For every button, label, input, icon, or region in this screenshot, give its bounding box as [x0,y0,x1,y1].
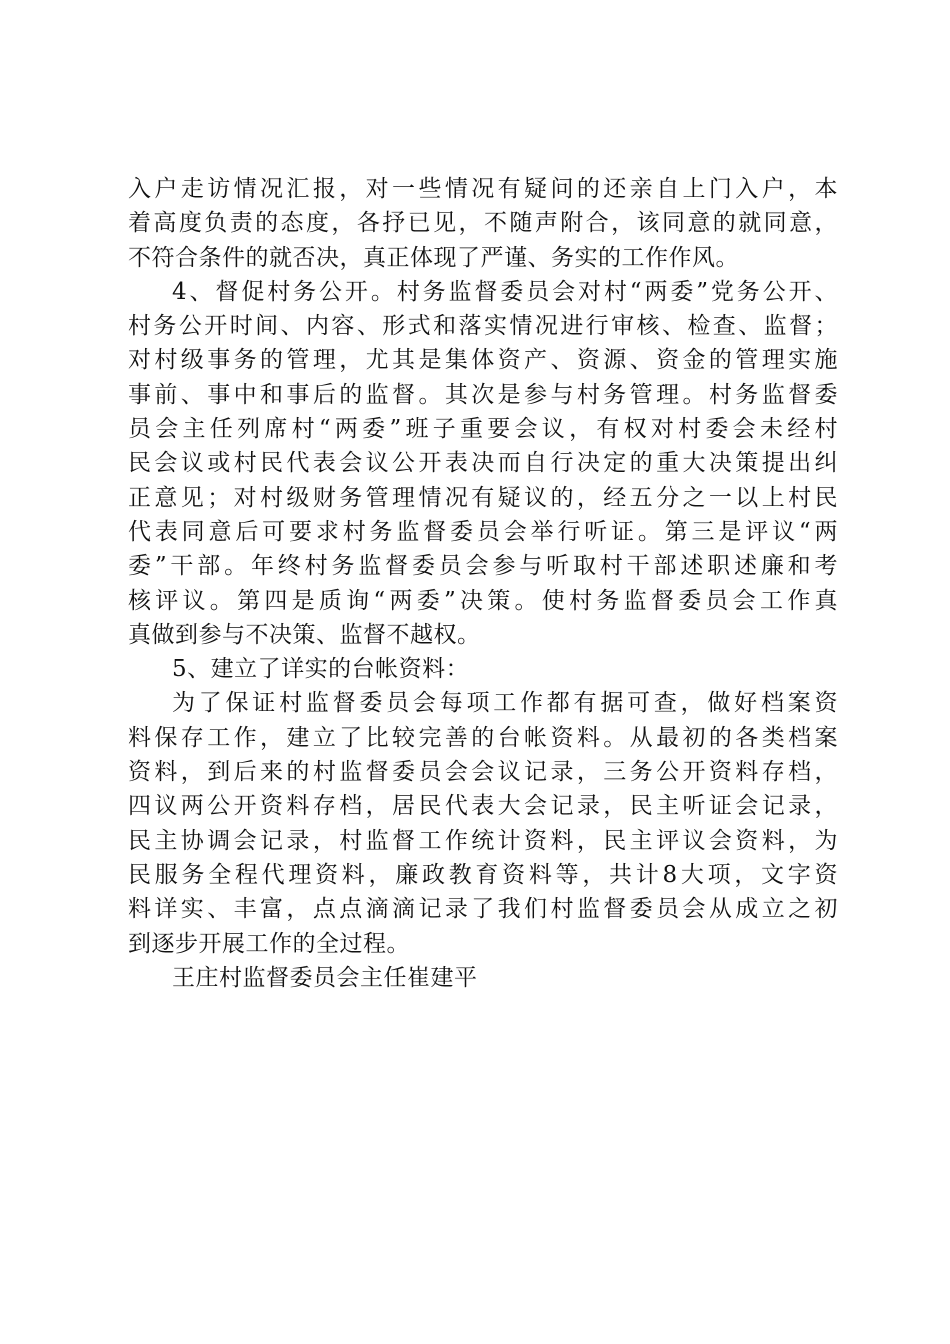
text-line: 四议两公开资料存档，居民代表大会记录，民主听证会记录， [128,793,838,820]
text-line: 民会议或村民代表会议公开表决而自行决定的重大决策提出纠 [128,450,838,477]
text-line: 为了保证村监督委员会每项工作都有据可查，做好档案资 [172,690,838,717]
text-line: 到逐步开展工作的全过程。 [128,930,410,957]
text-line: 核评议。第四是质询“两委”决策。使村务监督委员会工作真 [128,587,838,614]
text-line: 料详实、丰富，点点滴滴记录了我们村监督委员会从成立之初 [128,896,838,923]
text-line: 真做到参与不决策、监督不越权。 [128,621,481,648]
text-line: 民主协调会记录，村监督工作统计资料，民主评议会资料，为 [128,827,838,854]
text-line: 王庄村监督委员会主任崔建平 [172,964,478,991]
document-body [128,172,838,995]
text-line: 民服务全程代理资料，廉政教育资料等，共计8大项，文字资 [128,861,838,888]
text-line: 入户走访情况汇报，对一些情况有疑问的还亲自上门入户，本 [128,176,838,202]
text-line: 村务公开时间、内容、形式和落实情况进行审核、检查、监督； [128,313,838,340]
text-line: 资料，到后来的村监督委员会会议记录，三务公开资料存档， [128,759,838,786]
text-line: 不符合条件的就否决，真正体现了严谨、务实的工作作风。 [128,244,739,271]
text-line: 委”干部。年终村务监督委员会参与听取村干部述职述廉和考 [128,553,838,580]
text-line: 4、督促村务公开。村务监督委员会对村“两委”党务公开、 [172,278,838,305]
text-line: 对村级事务的管理，尤其是集体资产、资源、资金的管理实施 [128,347,838,374]
text-line: 料保存工作，建立了比较完善的台帐资料。从最初的各类档案 [128,724,838,751]
text-line: 正意见；对村级财务管理情况有疑议的，经五分之一以上村民 [128,484,838,511]
text-line: 5、建立了详实的台帐资料： [172,656,470,683]
text-line: 员会主任列席村“两委”班子重要会议，有权对村委会未经村 [128,416,838,443]
text-line: 着高度负责的态度，各抒已见，不随声附合，该同意的就同意， [128,210,838,237]
text-line: 代表同意后可要求村务监督委员会举行听证。第三是评议“两 [128,518,838,545]
text-line: 事前、事中和事后的监督。其次是参与村务管理。村务监督委 [128,381,838,408]
